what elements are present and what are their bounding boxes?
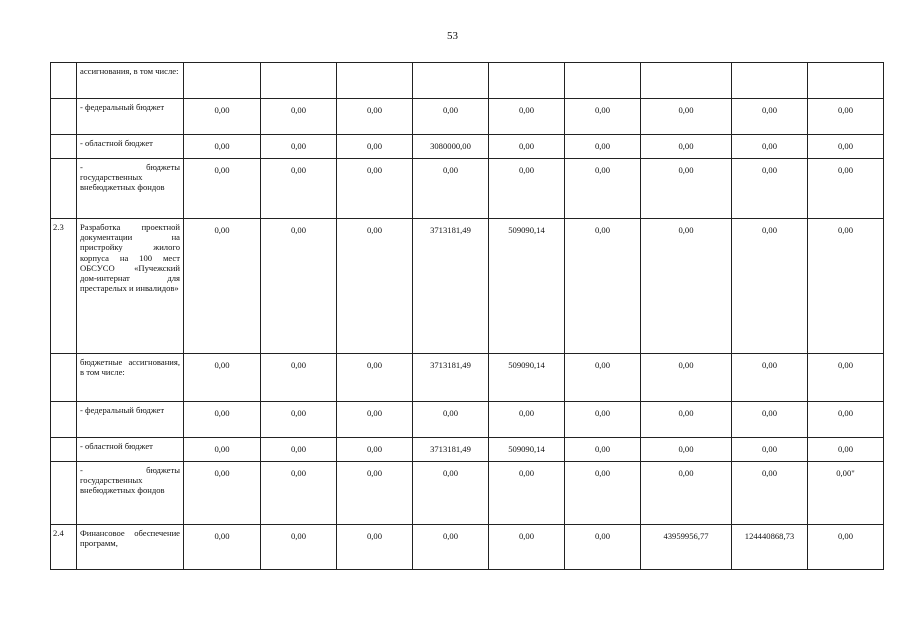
table-row <box>51 525 884 570</box>
value-cell: 0,00 <box>565 525 641 570</box>
value-cell: 0,00 <box>565 402 641 438</box>
value-cell <box>565 63 641 99</box>
row-index <box>51 462 77 525</box>
table-row <box>51 99 884 135</box>
value-cell: 0,00 <box>808 159 884 219</box>
value-cell <box>337 63 413 99</box>
value-cell: 0,00 <box>732 438 808 462</box>
value-cell: 3713181,49 <box>413 354 489 402</box>
value-cell: 0,00" <box>808 462 884 525</box>
value-cell: 0,00 <box>641 438 732 462</box>
value-cell: 43959956,77 <box>641 525 732 570</box>
value-cell: 0,00 <box>565 354 641 402</box>
row-description: - федеральный бюджет <box>77 99 184 135</box>
table-row <box>51 402 884 438</box>
value-cell: 0,00 <box>641 159 732 219</box>
value-cell: 124440868,73 <box>732 525 808 570</box>
value-cell: 0,00 <box>337 354 413 402</box>
value-cell: 0,00 <box>732 402 808 438</box>
value-cell <box>184 63 261 99</box>
value-cell <box>413 63 489 99</box>
value-cell: 0,00 <box>413 99 489 135</box>
value-cell: 0,00 <box>565 219 641 354</box>
value-cell: 0,00 <box>261 354 337 402</box>
value-cell <box>641 63 732 99</box>
row-description: - областной бюджет <box>77 438 184 462</box>
row-index <box>51 159 77 219</box>
page-number: 53 <box>447 30 458 42</box>
table-row <box>51 438 884 462</box>
value-cell: 0,00 <box>489 135 565 159</box>
value-cell: 0,00 <box>184 354 261 402</box>
value-cell: 3080000,00 <box>413 135 489 159</box>
value-cell: 0,00 <box>184 99 261 135</box>
value-cell: 0,00 <box>808 219 884 354</box>
value-cell: 0,00 <box>489 462 565 525</box>
value-cell: 0,00 <box>565 135 641 159</box>
value-cell: 0,00 <box>641 462 732 525</box>
value-cell: 0,00 <box>489 402 565 438</box>
value-cell: 0,00 <box>261 135 337 159</box>
value-cell: 0,00 <box>641 402 732 438</box>
table-row <box>51 63 884 99</box>
value-cell: 0,00 <box>261 438 337 462</box>
value-cell: 0,00 <box>184 525 261 570</box>
table-row <box>51 462 884 525</box>
row-index: 2.3 <box>51 219 77 354</box>
row-description: бюджетные ассигнования, в том числе: <box>77 354 184 402</box>
row-index <box>51 354 77 402</box>
value-cell: 0,00 <box>641 99 732 135</box>
value-cell: 0,00 <box>732 354 808 402</box>
value-cell: 3713181,49 <box>413 438 489 462</box>
budget-table <box>50 62 884 570</box>
value-cell: 0,00 <box>808 354 884 402</box>
value-cell: 0,00 <box>337 219 413 354</box>
value-cell: 0,00 <box>337 525 413 570</box>
value-cell: 0,00 <box>489 525 565 570</box>
value-cell: 3713181,49 <box>413 219 489 354</box>
table-row <box>51 135 884 159</box>
row-index <box>51 99 77 135</box>
value-cell: 0,00 <box>732 99 808 135</box>
value-cell: 0,00 <box>413 402 489 438</box>
row-index <box>51 135 77 159</box>
value-cell: 0,00 <box>641 219 732 354</box>
value-cell: 0,00 <box>337 99 413 135</box>
value-cell: 509090,14 <box>489 219 565 354</box>
value-cell: 0,00 <box>337 402 413 438</box>
value-cell: 0,00 <box>184 438 261 462</box>
value-cell: 0,00 <box>184 462 261 525</box>
value-cell: 0,00 <box>808 402 884 438</box>
value-cell: 509090,14 <box>489 354 565 402</box>
row-index <box>51 63 77 99</box>
value-cell: 0,00 <box>337 159 413 219</box>
value-cell: 0,00 <box>184 402 261 438</box>
row-index: 2.4 <box>51 525 77 570</box>
row-description: - областной бюджет <box>77 135 184 159</box>
value-cell: 0,00 <box>641 135 732 159</box>
value-cell: 0,00 <box>732 159 808 219</box>
row-index <box>51 402 77 438</box>
value-cell <box>808 63 884 99</box>
row-description: Разработка проектной документации на пристройку жилого корпуса на 100 мест ОБСУСО «Пучежский дом-интернат для престарелых и инвалидов» <box>77 219 184 354</box>
value-cell: 0,00 <box>732 219 808 354</box>
value-cell: 0,00 <box>565 99 641 135</box>
value-cell: 0,00 <box>413 462 489 525</box>
value-cell: 0,00 <box>184 159 261 219</box>
table-row <box>51 159 884 219</box>
value-cell: 0,00 <box>489 159 565 219</box>
value-cell: 0,00 <box>261 159 337 219</box>
value-cell: 0,00 <box>732 135 808 159</box>
value-cell <box>489 63 565 99</box>
row-description: - бюджеты государственных внебюджетных фондов <box>77 159 184 219</box>
value-cell: 0,00 <box>808 99 884 135</box>
value-cell: 0,00 <box>413 525 489 570</box>
table-row <box>51 219 884 354</box>
value-cell: 0,00 <box>489 99 565 135</box>
row-index <box>51 438 77 462</box>
value-cell: 0,00 <box>808 525 884 570</box>
row-description: Финансовое обеспечение программ, <box>77 525 184 570</box>
value-cell: 0,00 <box>261 99 337 135</box>
value-cell: 0,00 <box>565 438 641 462</box>
value-cell <box>261 63 337 99</box>
value-cell: 0,00 <box>413 159 489 219</box>
value-cell: 0,00 <box>337 462 413 525</box>
value-cell: 0,00 <box>641 354 732 402</box>
value-cell: 0,00 <box>565 462 641 525</box>
value-cell: 0,00 <box>337 438 413 462</box>
value-cell: 0,00 <box>184 135 261 159</box>
value-cell: 0,00 <box>184 219 261 354</box>
row-description: ассигнования, в том числе: <box>77 63 184 99</box>
value-cell: 0,00 <box>808 438 884 462</box>
value-cell: 0,00 <box>261 525 337 570</box>
value-cell: 0,00 <box>261 402 337 438</box>
row-description: - бюджеты государственных внебюджетных фондов <box>77 462 184 525</box>
value-cell: 0,00 <box>337 135 413 159</box>
value-cell: 0,00 <box>261 462 337 525</box>
value-cell: 509090,14 <box>489 438 565 462</box>
value-cell: 0,00 <box>565 159 641 219</box>
value-cell: 0,00 <box>808 135 884 159</box>
value-cell: 0,00 <box>261 219 337 354</box>
row-description: - федеральный бюджет <box>77 402 184 438</box>
value-cell: 0,00 <box>732 462 808 525</box>
table-row <box>51 354 884 402</box>
value-cell <box>732 63 808 99</box>
